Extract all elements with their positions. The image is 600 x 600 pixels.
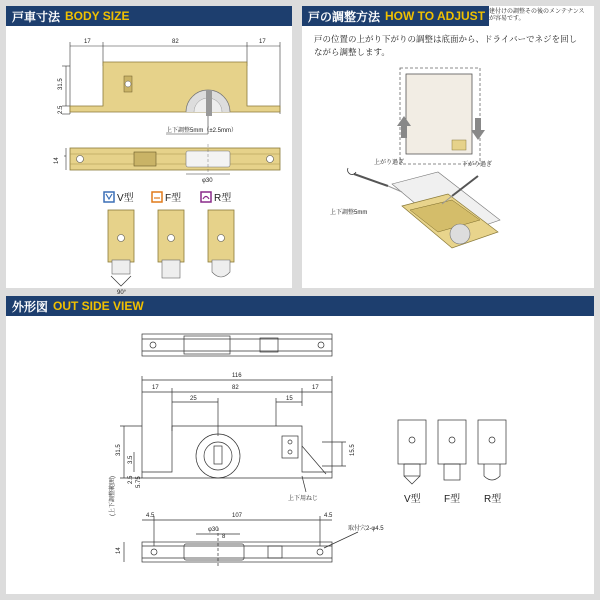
outside-dim-w14: 14 — [116, 547, 122, 554]
body-size-title-en: BODY SIZE — [65, 9, 130, 23]
body-dim-left: 17 — [84, 39, 91, 45]
adjust-diagram — [302, 6, 594, 288]
outside-dim-height: 31.5 — [116, 444, 122, 456]
body-size-diagram — [6, 6, 292, 296]
outside-dim-adjust-range: (上下調整範囲) — [110, 476, 116, 516]
body-dim-wheel: φ30 — [202, 178, 213, 184]
body-dim-middle: 82 — [172, 39, 179, 45]
type-label-r — [201, 191, 231, 204]
type-label-v — [104, 191, 134, 204]
type-v-label: V型 — [117, 193, 134, 204]
outside-dim-25: 25 — [190, 396, 197, 402]
v-type-angle: 90° — [117, 290, 127, 296]
outside-view-title-jp: 外形図 — [12, 299, 49, 314]
body-side-view — [70, 62, 280, 116]
outside-v-label: V型 — [404, 494, 421, 505]
screwdriver-left-icon — [348, 168, 402, 192]
body-size-panel — [6, 6, 292, 296]
outside-dim-wheel: φ30 — [208, 527, 219, 533]
outside-top-view — [142, 334, 332, 356]
adjust-description: 戸の位置の上がり下がりの調整は底面から、ドライバーでネジを回しながら調整します。 — [314, 34, 578, 57]
outside-dim-total: 116 — [232, 373, 242, 379]
r-type-profile — [208, 210, 234, 277]
how-to-adjust-title-jp: 戸の調整方法 — [308, 9, 381, 24]
body-size-title-jp: 戸車寸法 — [12, 9, 61, 24]
body-dim-right: 17 — [259, 39, 266, 45]
label-up-too-much: 上がり過ぎ — [374, 160, 405, 166]
outside-f-label: F型 — [444, 494, 461, 505]
outside-dim-15: 15 — [286, 396, 293, 402]
outside-r-label: R型 — [484, 494, 502, 505]
outside-dim-w45l: 4.5 — [146, 513, 155, 519]
body-top-view — [64, 144, 280, 174]
outside-v-profile — [398, 420, 426, 484]
how-to-adjust-title-en: HOW TO ADJUST — [385, 9, 486, 23]
down-arrow-icon — [471, 118, 485, 140]
body-dim-adjust: 上下調整5mm（±2.5mm） — [166, 128, 237, 134]
body-dim-width: 14 — [54, 157, 60, 164]
outside-dim-w8: 8 — [222, 534, 226, 540]
body-dim-height: 31.5 — [58, 78, 64, 90]
outside-view-drawing — [6, 296, 594, 594]
outside-dim-h155: 15.5 — [350, 444, 356, 456]
outside-r-profile — [478, 420, 506, 480]
outside-f-profile — [438, 420, 466, 480]
outside-view-panel — [6, 296, 594, 594]
type-r-label: R型 — [214, 193, 232, 204]
outside-side-view — [142, 426, 332, 478]
outside-dim-left: 17 — [152, 385, 159, 391]
v-type-profile — [108, 210, 134, 296]
rail-perspective — [392, 172, 500, 248]
body-dim-lip: 2.5 — [58, 105, 64, 114]
outside-dim-middle: 82 — [232, 385, 239, 391]
outside-dim-w107: 107 — [232, 513, 243, 519]
outside-label-screw: 上下用ねじ — [288, 496, 319, 502]
outside-dim-h25: 2.5 — [128, 475, 134, 484]
how-to-adjust-panel — [302, 6, 594, 288]
outside-dim-h575: 5.75 — [136, 476, 142, 488]
label-adjust: 上下調整5mm — [330, 210, 368, 216]
outside-dim-right: 17 — [312, 385, 319, 391]
outside-dim-h35: 3.5 — [128, 455, 134, 464]
outside-dim-w45r: 4.5 — [324, 513, 333, 519]
outside-view-title-en: OUT SIDE VIEW — [53, 299, 144, 313]
type-label-f — [152, 191, 181, 204]
label-down-too-much: 下がり過ぎ — [462, 162, 493, 168]
outside-label-hole: 取付穴2-φ4.5 — [348, 526, 384, 532]
adjust-note: 建付けの調整その後のメンテナンスが容易です。 — [489, 9, 585, 22]
f-type-profile — [158, 210, 184, 278]
door-frame — [400, 68, 480, 164]
type-f-label: F型 — [165, 193, 182, 204]
